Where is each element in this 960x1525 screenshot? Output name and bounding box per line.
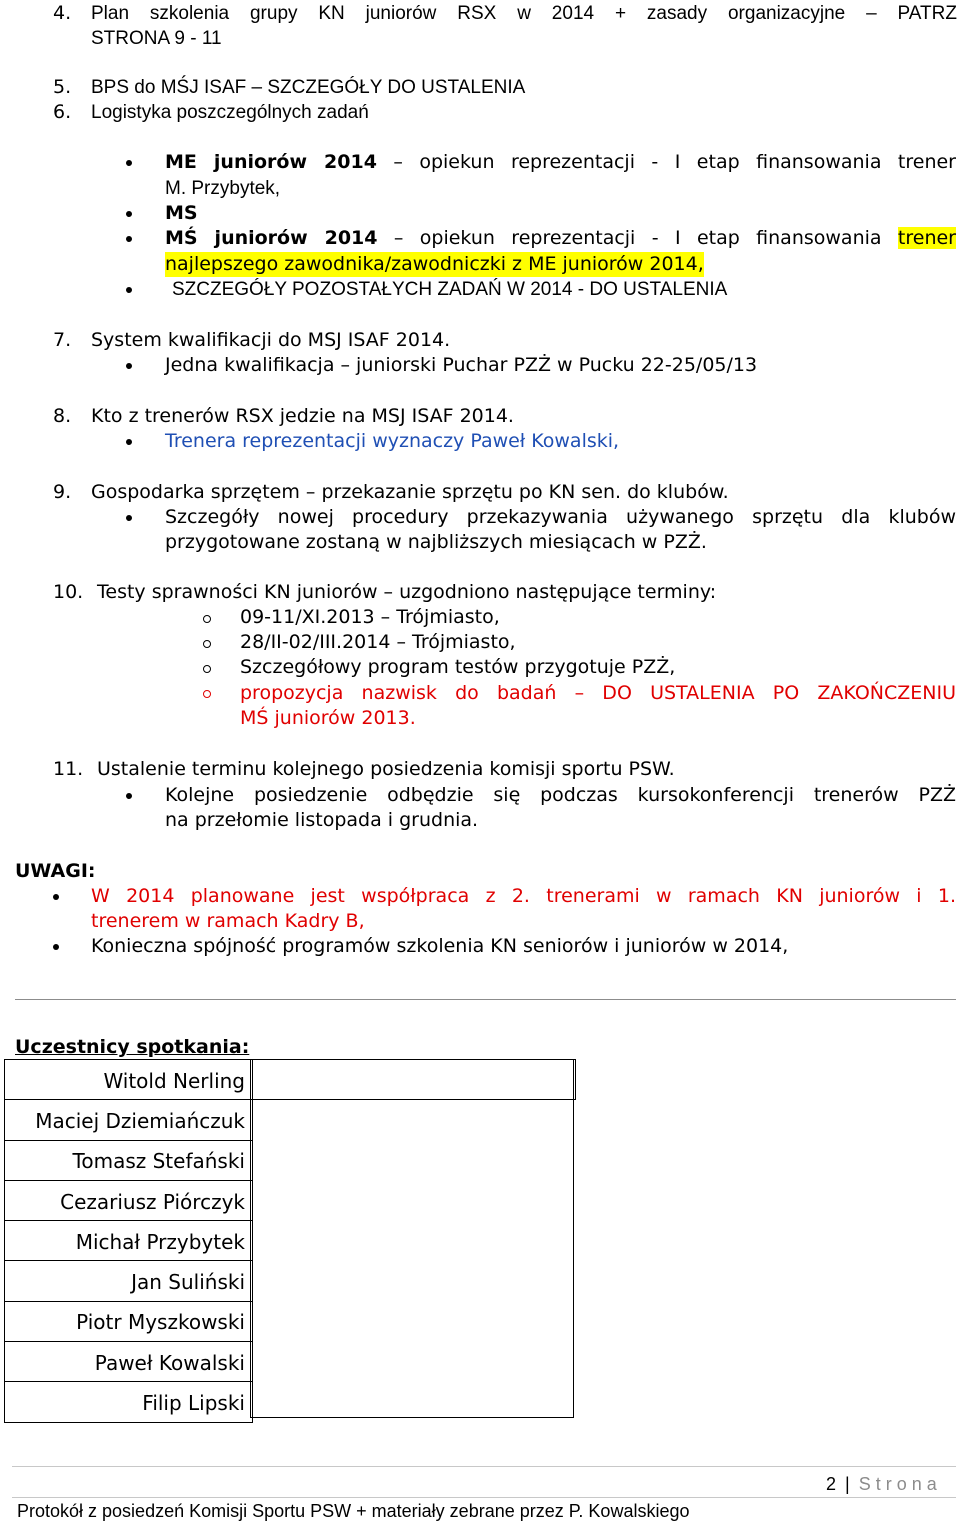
- item-10-sub-2: 28/II-02/III.2014 – Trójmiasto,: [240, 631, 516, 653]
- bullet-icon: [126, 515, 132, 521]
- item-10-number: 10.: [53, 581, 84, 603]
- bullet-icon: [126, 236, 132, 242]
- item-11-text: Ustalenie terminu kolejnego posiedzenia komisji sportu PSW.: [97, 758, 675, 780]
- page-number: 2: [826, 1474, 837, 1494]
- participant-name: Maciej Dziemiańczuk: [5, 1100, 253, 1140]
- item-6-bullet-3-line2: najlepszego zawodnika/zawodniczki z ME juniorów 2014,: [165, 253, 704, 275]
- bullet-icon: [126, 287, 132, 293]
- item-4-number: 4.: [53, 2, 72, 24]
- item-6-bullet-1-rest: – opiekun reprezentacji - I etap finansowania trener: [376, 151, 956, 173]
- item-9-text: Gospodarka sprzętem – przekazanie sprzętu po KN sen. do klubów.: [91, 481, 729, 503]
- bullet-icon: [126, 793, 132, 799]
- item-9-bullet-1: Szczegóły nowej procedury przekazywania używanego sprzętu dla klubów: [165, 506, 956, 528]
- bullet-icon: [53, 944, 59, 950]
- bullet-icon: [126, 160, 132, 166]
- item-6-bullet-3-rest: – opiekun reprezentacji - I etap finansowania: [377, 227, 898, 249]
- participants-heading: Uczestnicy spotkania:: [15, 1036, 250, 1058]
- item-6-bullet-4: SZCZEGÓŁY POZOSTAŁYCH ZADAŃ W 2014 - DO USTALENIA: [172, 279, 728, 300]
- participant-name: Cezariusz Piórczyk: [5, 1180, 253, 1220]
- item-8-text: Kto z trenerów RSX jedzie na MSJ ISAF 2014.: [91, 405, 514, 427]
- item-9-number: 9.: [53, 481, 72, 503]
- uwagi-bullet-1: W 2014 planowane jest współpraca z 2. trenerami w ramach KN juniorów i 1.: [91, 885, 956, 907]
- bullet-icon: [126, 363, 132, 369]
- item-10-text: Testy sprawności KN juniorów – uzgodniono następujące terminy:: [97, 581, 717, 603]
- bullet-icon: [126, 211, 132, 217]
- page-word: S t r o n a: [858, 1474, 937, 1494]
- circle-bullet-icon: [203, 640, 211, 648]
- footer-text: Protokół z posiedzeń Komisji Sportu PSW + materiały zebrane przez P. Kowalskiego: [17, 1501, 690, 1521]
- participant-name: Piotr Myszkowski: [5, 1301, 253, 1341]
- uwagi-bullet-2: Konieczna spójność programów szkolenia KN seniorów i juniorów w 2014,: [91, 935, 789, 957]
- participant-name: Jan Suliński: [5, 1261, 253, 1301]
- item-6-text: Logistyka poszczególnych zadań: [91, 102, 369, 123]
- item-9-bullet-1-line2: przygotowane zostaną w najbliższych miesiącach w PZŻ.: [165, 531, 707, 553]
- footer-divider: [12, 1466, 956, 1467]
- item-6-bullet-3: [165, 226, 956, 251]
- footer-divider-2: [12, 1497, 956, 1498]
- item-5-number: 5.: [53, 76, 72, 98]
- footer-page-number: [826, 1472, 937, 1497]
- item-5-text: BPS do MŚJ ISAF – SZCZEGÓŁY DO USTALENIA: [91, 77, 526, 98]
- participant-name: Filip Lipski: [5, 1382, 253, 1422]
- item-10-sub-4: propozycja nazwisk do badań – DO USTALENIA PO ZAKOŃCZENIU: [240, 682, 956, 704]
- participant-name: Michał Przybytek: [5, 1221, 253, 1261]
- participant-name: Paweł Kowalski: [5, 1342, 253, 1382]
- item-6-bullet-1: [165, 150, 956, 175]
- section-divider: [15, 999, 956, 1000]
- item-10-sub-3: Szczegółowy program testów przygotuje PZŻ,: [240, 656, 676, 678]
- item-6-bullet-1-bold: ME juniorów 2014: [165, 151, 377, 173]
- participant-name: Witold Nerling: [5, 1060, 253, 1100]
- item-7-text: System kwalifikacji do MSJ ISAF 2014.: [91, 329, 451, 351]
- item-10-sub-4-line2: MŚ juniorów 2013.: [240, 707, 416, 729]
- item-4-text-line2: STRONA 9 - 11: [91, 28, 222, 49]
- item-7-number: 7.: [53, 329, 72, 351]
- item-6-bullet-1-line2: M. Przybytek,: [165, 178, 281, 199]
- item-6-bullet-3-highlight: trener: [897, 227, 956, 249]
- participant-name: Tomasz Stefański: [5, 1140, 253, 1180]
- item-11-number: 11.: [53, 758, 84, 780]
- circle-bullet-icon: [203, 690, 211, 698]
- item-6-bullet-2: MS: [165, 202, 198, 224]
- item-8-bullet-1: Trenera reprezentacji wyznaczy Paweł Kowalski,: [165, 430, 620, 452]
- signature-column-frame: [250, 1059, 574, 1418]
- circle-bullet-icon: [203, 665, 211, 673]
- item-8-number: 8.: [53, 405, 72, 427]
- page-separator: |: [845, 1474, 850, 1494]
- item-4-text: Plan szkolenia grupy KN juniorów RSX w 2014 + zasady organizacyjne – PATRZ: [91, 3, 957, 24]
- circle-bullet-icon: [203, 615, 211, 623]
- item-6-bullet-3-bold: MŚ juniorów 2014: [165, 227, 378, 249]
- bullet-icon: [53, 894, 59, 900]
- item-7-bullet-1: Jedna kwalifikacja – juniorski Puchar PZŻ w Pucku 22-25/05/13: [165, 354, 758, 376]
- item-10-sub-1: 09-11/XI.2013 – Trójmiasto,: [240, 606, 500, 628]
- item-6-number: 6.: [53, 101, 72, 123]
- uwagi-bullet-1-line2: trenerem w ramach Kadry B,: [91, 910, 365, 932]
- bullet-icon: [126, 439, 132, 445]
- item-11-bullet-1-line2: na przełomie listopada i grudnia.: [165, 809, 479, 831]
- item-11-bullet-1: Kolejne posiedzenie odbędzie się podczas kursokonferencji trenerów PZŻ: [165, 784, 956, 806]
- uwagi-heading: UWAGI:: [15, 860, 96, 882]
